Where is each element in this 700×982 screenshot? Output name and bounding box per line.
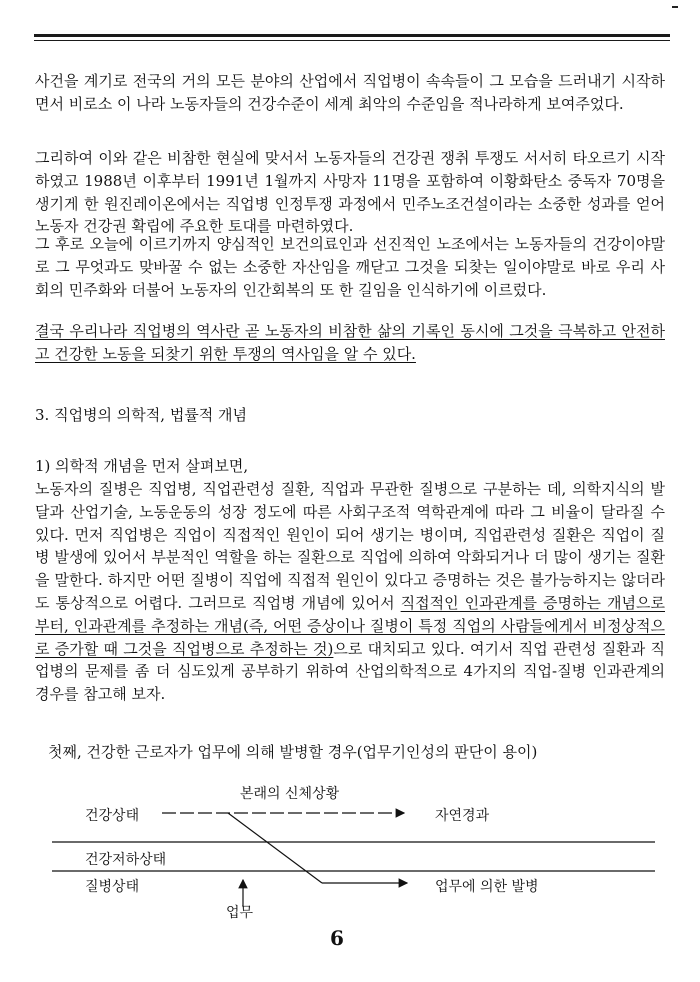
row-label-disease: 질병상태 — [85, 879, 140, 895]
underlined-phrase: 직접적인 인과관계를 증명하는 개념으로부터, 인과관계를 추정하는 개념(즉, 어떤 증상이나 질병이 특정 직업의 사람들에게서 비정상적으로 증가할 때 그것을 직업병으로 추정하는 것) — [35, 593, 665, 658]
scan-mark — [672, 6, 678, 8]
paragraph-text-b: 으로 대치되고 있다. 여기서 직업 관련성 질환과 직업병의 문제를 좀 더 심도있게 공부하기 위하여 산업의학적으로 4가지의 직업-질병 인과관계의 경우를 참고해 보자. — [35, 639, 665, 704]
onset-diagonal — [228, 813, 322, 883]
diagram-title: 본래의 신체상황 — [240, 786, 340, 802]
subsection-heading: 1) 의학적 개념을 먼저 살펴보면, — [35, 457, 249, 475]
trigger-label-work: 업무 — [226, 905, 254, 921]
row-label-healthy: 건강상태 — [85, 808, 140, 824]
row-label-decline: 건강저하상태 — [85, 852, 167, 868]
outcome-natural: 자연경과 — [435, 808, 490, 824]
paragraph-1: 사건을 계기로 전국의 거의 모든 분야의 산업에서 직업병이 속속들이 그 모습을 드러내기 시작하면서 비로소 이 나라 노동자들의 건강수준이 세계 최악의 수준임을 적나라하게 보여주었다. — [35, 72, 665, 113]
medical-concept-paragraph — [35, 478, 665, 706]
section-heading: 3. 직업병의 의학적, 법률적 개념 — [35, 406, 248, 424]
paragraph-4-underlined: 결국 우리나라 직업병의 역사란 곧 노동자의 비참한 삶의 기록인 동시에 그것을 극복하고 안전하고 건강한 노동을 되찾기 위한 투쟁의 역사임을 알 수 있다. — [35, 322, 665, 363]
header-rule-thick — [34, 34, 670, 37]
paragraph-2: 그리하여 이와 같은 비참한 현실에 맞서서 노동자들의 건강권 쟁취 투쟁도 서서히 타오르기 시작하였고 1988년 이후부터 1991년 1월까지 사망자 11명을 포함하여 이황화탄소 중독자 70명을 생기게 한 원진레이온에서는 직업병 인정투쟁 과정에서 민주노조건설이라는 소중한 성과를 얻어 노동자 건강권 확립에 주요한 토대를 마련하였다. — [35, 149, 665, 236]
paragraph-3: 그 후로 오늘에 이르기까지 양심적인 보건의료인과 선진적인 노조에서는 노동자들의 건강이야말로 그 무엇과도 맞바꿀 수 없는 소중한 자산임을 깨닫고 그것을 되찾는 일이야말로 바로 우리 사회의 민주화와 더불어 노동자의 인간회복의 또 한 길임을 인식하기에 이르렀다. — [35, 235, 665, 299]
outcome-work-induced: 업무에 의한 발병 — [435, 879, 539, 895]
case-one-heading: 첫째, 건강한 근로자가 업무에 의해 발병할 경우(업무기인성의 판단이 용이) — [48, 743, 538, 761]
header-rule-thin — [34, 40, 670, 41]
page-number: 6 — [330, 926, 344, 950]
paragraph-text-a: 노동자의 질병은 직업병, 직업관련성 질환, 직업과 무관한 질병으로 구분하는 데, 의학지식의 발달과 산업기술, 노동운동의 성장 정도에 따른 사회구조적 역학관계에 따라 그 비율이 달라질 수 있다. 먼저 직업병은 직업이 직접적인 원인이 되어 생기는 병이며, 직업관련성 질환은 직업이 질병 발생에 있어서 부분적인 역할을 하는 질환으로 직업에 의하여 악화되거나 더 많이 생기는 질환을 말한다. 하지만 어떤 질병이 직업에 직접적 원인이 있다고 증명하는 것은 불가능하지는 않더라도 통상적으로 어렵다. 그러므로 직업병 개념에 있어서 — [35, 480, 665, 612]
